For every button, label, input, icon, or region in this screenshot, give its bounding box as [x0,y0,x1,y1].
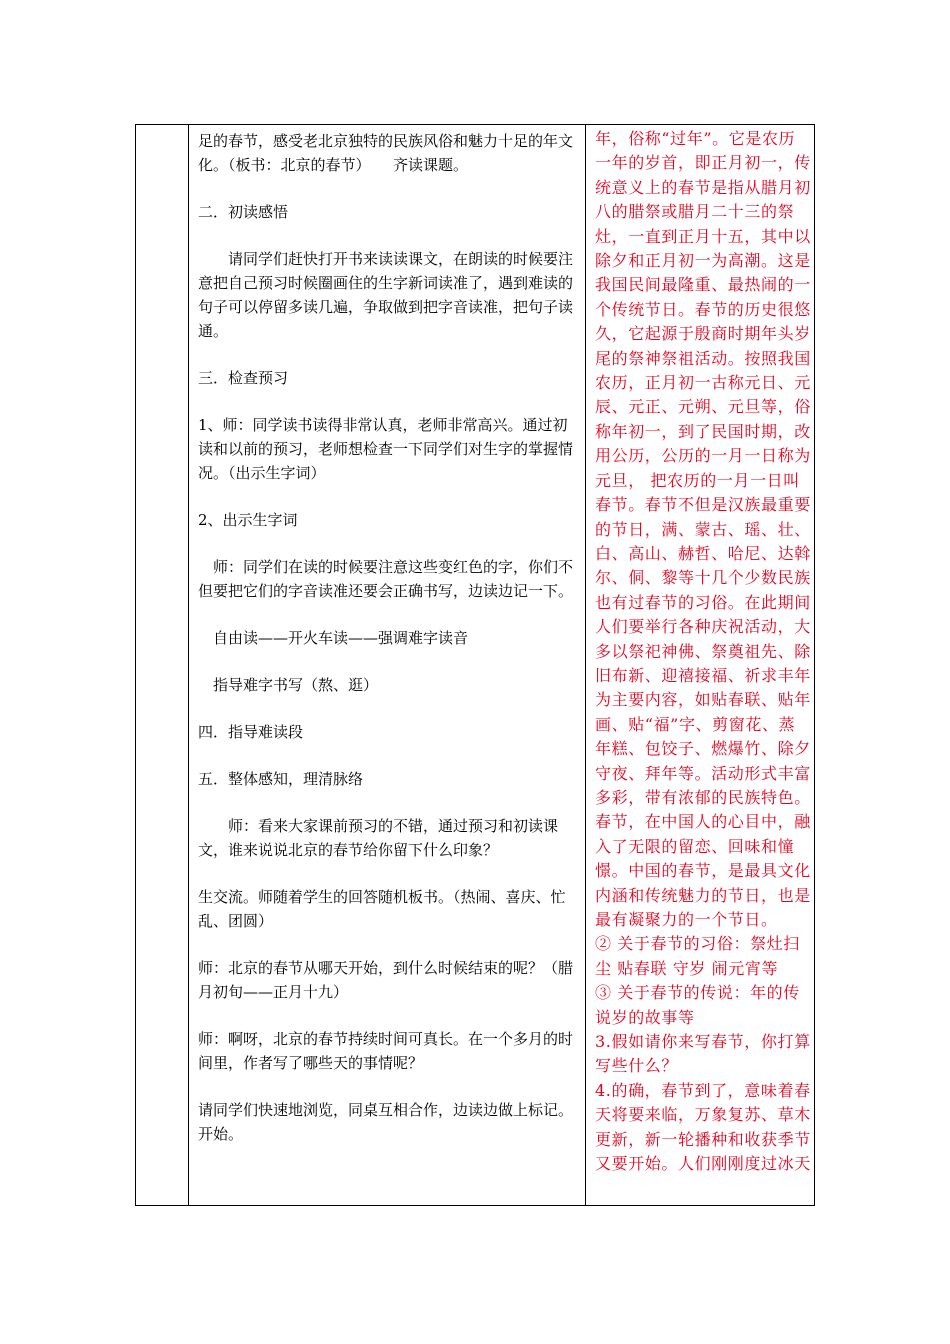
section-2-text: 请同学们赶快打开书来读读课文，在朗读的时候要注意把自己预习时候圈画住的生字新词读准了，遇到难读的句子可以停留多读几遍，争取做到把字音读准，把句子读通。 [198,250,574,340]
section-3-paragraph-4: 自由读——开火车读——强调难字读音 [198,629,469,647]
teaching-process-column [198,129,580,1146]
column-divider-left [188,125,189,1205]
section-3-title: 三．检查预习 [198,369,289,387]
section-5-paragraph-2: 生交流。师随着学生的回答随机板书。（热闹、喜庆、忙乱、团圆） [198,888,566,930]
section-5-paragraph-5: 请同学们快速地浏览，同桌互相合作，边读边做上标记。开始。 [198,1101,574,1143]
section-5-paragraph-4: 师：啊呀，北京的春节持续时间可真长。在一个多月的时间里，作者写了哪些天的事情呢？ [198,1030,574,1072]
section-5-paragraph-1: 师：看来大家课前预习的不错，通过预习和初读课文，谁来说说北京的春节给你留下什么印象？ [198,817,559,859]
section-3-paragraph-2: 2、出示生字词 [198,511,298,529]
section-2-title: 二．初读感悟 [198,203,289,221]
lesson-plan-table [135,124,815,1206]
notes-paragraph-5: 4.的确，春节到了，意味着春天将要来临，万象复苏、草木更新，新一轮播种和收获季节又要开始。人们刚刚度过冰天 [595,1080,811,1174]
notes-paragraph-3: ③ 关于春节的传说：年的传说岁的故事等 [595,983,800,1027]
section-4-title: 四．指导难读段 [198,723,304,741]
notes-paragraph-1: 年，俗称“过年”。它是农历一年的岁首，即正月初一，传统意义上的春节是指从腊月初八的腊祭或腊月二十三的祭灶，一直到正月十五，其中以除夕和正月初一为高潮。这是我国民间最隆重、最热闹的一个传统节日。春节的历史很悠久，它起源于殷商时期年头岁尾的祭神祭祖活动。按照我国农历，正月初一古称元日、元辰、元正、元朔、元旦等，俗称年初一，到了民国时期，改用公历，公历的一月一日称为元旦， 把农历的一月一日叫春节。春节不但是汉族最重要的节日，满、蒙古、瑶、壮、白、高山、赫哲、哈尼、达斡尔、侗、黎等十几个少数民族也有过春节的习俗。在此期间人们要举行各种庆祝活动，大多以祭祀神佛、祭奠祖先、除旧布新、迎禧接福、祈求丰年为主要内容，如贴春联、贴年画、贴“福”字、剪窗花、蒸年糕、包饺子、燃爆竹、除夕守夜、拜年等。活动形式丰富多彩，带有浓郁的民族特色。春节，在中国人的心目中，融入了无限的留恋、回味和憧憬。中国的春节，是最具文化内涵和传统魅力的节日，也是最有凝聚力的一个节日。 [595,129,811,929]
section-3-paragraph-3: 师：同学们在读的时候要注意这些变红色的字，你们不但要把它们的字音读准还要会正确书写，边读边记一下。 [198,558,574,600]
section-5-paragraph-3: 师：北京的春节从哪天开始，到什么时候结束的呢？（腊月初旬——正月十九） [198,959,574,1001]
section-5-title: 五．整体感知，理清脉络 [198,770,364,788]
column-divider-right [585,125,586,1205]
notes-paragraph-2: ② 关于春节的习俗：祭灶扫尘 贴春联 守岁 闹元宵等 [595,934,800,978]
notes-column [595,127,811,1176]
section-3-paragraph-5: 指导难字书写（熬、逛） [198,676,379,694]
notes-paragraph-4: 3.假如请你来写春节，你打算写些什么？ [595,1032,811,1076]
intro-text: 足的春节，感受老北京独特的民族风俗和魅力十足的年文化。（板书：北京的春节） 齐读课题。 [198,132,574,174]
section-3-paragraph-1: 1、师：同学读书读得非常认真，老师非常高兴。通过初读和以前的预习，老师想检查一下同学们对生字的掌握情况。（出示生字词） [198,416,574,482]
